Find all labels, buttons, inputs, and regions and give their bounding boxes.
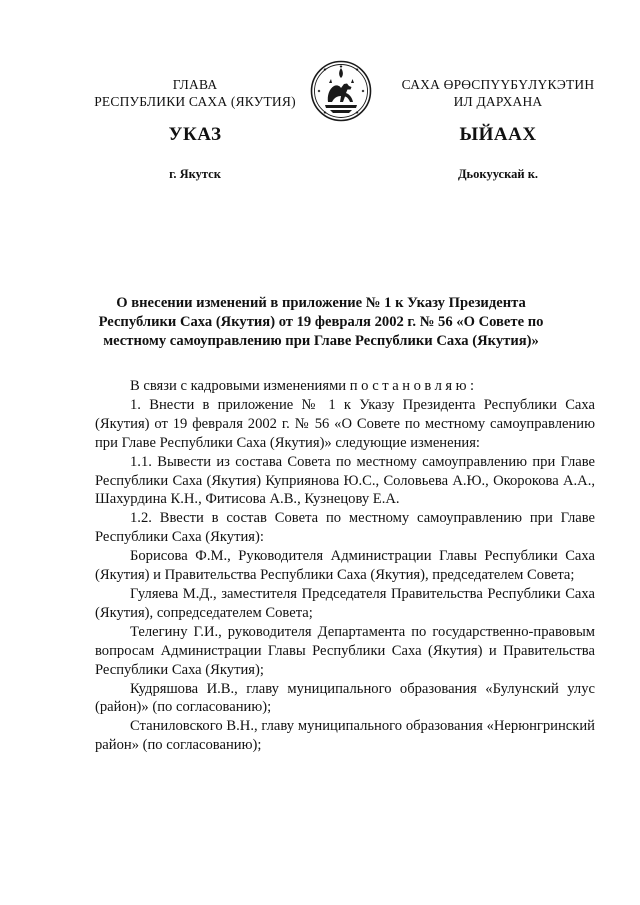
header-left-line2: РЕСПУБЛИКИ САХА (ЯКУТИЯ) (94, 94, 296, 109)
paragraph-member-4: Кудряшова И.В., главу муниципального образования «Булунский улус (район)» (по согласованию); (95, 680, 595, 716)
preamble-colon: : (469, 378, 475, 394)
paragraph-preamble (95, 377, 595, 396)
paragraph-member-3: Телегину Г.И., руководителя Департамента по государственно-правовым вопросам Администрации Главы Республики Саха (Якутия) и Правительства Республики Саха (Якутия); (95, 623, 595, 678)
city-right: Дьокуускай к. (457, 167, 539, 181)
preamble-lead: В связи с кадровыми изменениями (130, 378, 350, 394)
city-left: г. Якутск (169, 167, 221, 181)
header-left-line1: ГЛАВА (172, 77, 218, 92)
preamble-decree-word: постановляю (349, 378, 470, 394)
paragraph-item-1-2: 1.2. Ввести в состав Совета по местному самоуправлению при Главе Республики Саха (Якутия): (95, 510, 595, 546)
paragraph-item-1: 1. Внести в приложение № 1 к Указу Президента Республики Саха (Якутия) от 19 февраля 2002 г. № 56 «О Совете по местному самоуправлению при Главе Республики Саха (Якутия)» следующие изменения: (95, 396, 595, 451)
document-subject: О внесении изменений в приложение № 1 к Указу Президента Республики Саха (Якутия) от 19 февраля 2002 г. № 56 «О Совете по местному самоуправлению при Главе Республики Саха (Якутия)» (98, 295, 544, 349)
header-left-block (82, 76, 308, 110)
paragraph-item-1-1: 1.1. Вывести из состава Совета по местному самоуправлению при Главе Республики Саха (Якутия) Куприянова Ю.С., Соловьева А.Ю., Окорокова А.А., Шахурдина К.Н., Фитисова А.В., Кузнецову Е.А. (95, 453, 595, 508)
document-type-left: УКАЗ (168, 124, 222, 145)
paragraph-member-5: Станиловского В.Н., главу муниципального образования «Нерюнгринский район» (по согласованию); (95, 718, 595, 754)
paragraph-member-2: Гуляева М.Д., заместителя Председателя Правительства Республики Саха (Якутия), сопредседателем Совета; (95, 585, 595, 621)
coat-of-arms-emblem-icon (310, 60, 372, 122)
header-right-line1: САХА ӨРӨСПҮҮБҮЛҮКЭТИН (401, 77, 595, 92)
document-type-right: ЫЙААХ (459, 124, 537, 145)
paragraph-member-1: Борисова Ф.М., Руководителя Администрации Главы Республики Саха (Якутия) и Правительства Республики Саха (Якутия), председателем Совета; (95, 548, 595, 584)
header-right-block (392, 76, 604, 110)
document-body (95, 377, 595, 755)
header-right-line2: ИЛ ДАРХАНА (453, 94, 543, 109)
